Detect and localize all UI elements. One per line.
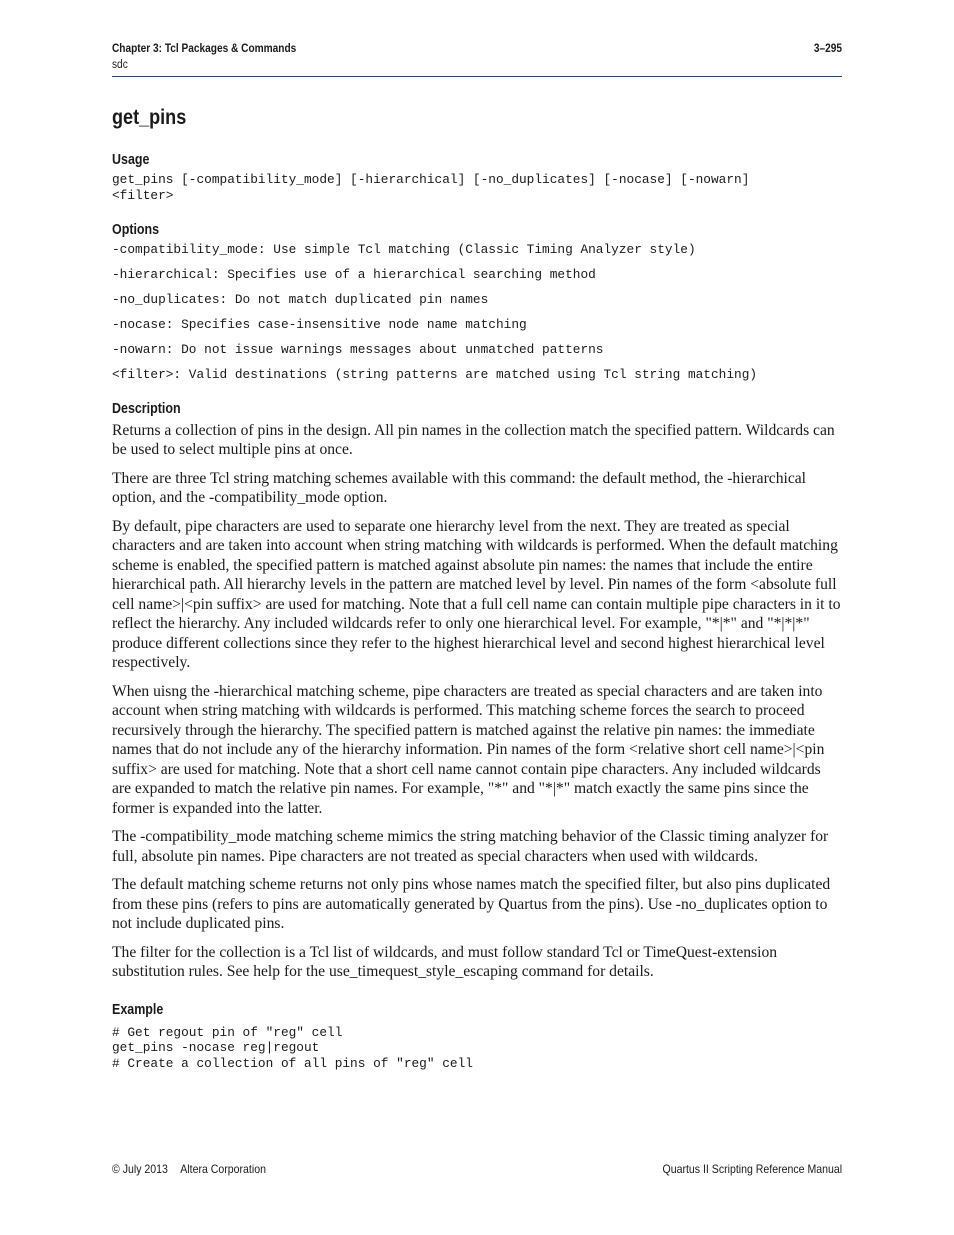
- option-item: <filter>: Valid destinations (string patterns are matched using Tcl string matching): [112, 367, 758, 383]
- footer-company: Altera Corporation: [180, 1162, 266, 1176]
- example-line: get_pins -nocase reg|regout: [112, 1040, 320, 1056]
- description-paragraph: The filter for the collection is a Tcl list of wildcards, and must follow standard Tcl or TimeQuest-extension substitution rules. See help for the use_timequest_style_escaping command for details.: [112, 943, 778, 981]
- description-paragraph: The default matching scheme returns not only pins whose names match the specified filter, but also pins duplicated from these pins (refers to pins are automatically generated by Quartus from the pins). Use -no_duplicates option to not include duplicated pins.: [112, 876, 831, 933]
- example-line: # Get regout pin of "reg" cell: [112, 1024, 343, 1040]
- header-section: sdc: [112, 59, 128, 71]
- header-page-number: 3–295: [813, 43, 842, 55]
- usage-line: <filter>: [112, 187, 174, 203]
- options-list: [112, 242, 842, 383]
- description-paragraph: Returns a collection of pins in the design. All pin names in the collection match the specified pattern. Wildcards can be used to select multiple pins at once.: [112, 421, 835, 459]
- page-content: [112, 104, 842, 1071]
- option-item: -nowarn: Do not issue warnings messages about unmatched patterns: [112, 342, 604, 358]
- footer-left: [112, 1162, 266, 1176]
- footer-date: © July 2013: [112, 1162, 168, 1176]
- usage-line: get_pins [-compatibility_mode] [-hierarchical] [-no_duplicates] [-nocase] [-nowarn]: [112, 172, 750, 187]
- header-rule: [112, 76, 842, 77]
- description-paragraph: The -compatibility_mode matching scheme mimics the string matching behavior of the Classic timing analyzer for full, absolute pin names. Pipe characters are not treated as special characters when used with wildcards.: [112, 828, 829, 865]
- usage-heading: Usage: [112, 152, 150, 168]
- usage-block: [112, 172, 842, 203]
- option-item: -nocase: Specifies case-insensitive node name matching: [112, 317, 527, 333]
- description-body: [112, 421, 842, 982]
- description-paragraph: There are three Tcl string matching schemes available with this command: the default method, the -hierarchical option, and the -compatibility_mode option.: [112, 469, 807, 507]
- option-item: -compatibility_mode: Use simple Tcl matching (Classic Timing Analyzer style): [112, 242, 696, 258]
- example-code: [112, 1025, 842, 1072]
- options-heading: Options: [112, 222, 160, 239]
- footer-manual-title: Quartus II Scripting Reference Manual: [662, 1162, 842, 1176]
- option-item: -hierarchical: Specifies use of a hierarchical searching method: [112, 267, 596, 283]
- description-paragraph: When uisng the -hierarchical matching scheme, pipe characters are treated as special characters and are taken into account when string matching with wildcards is performed. This matching scheme forces the search to proceed recursively through the hierarchy. The specified pattern is matched against the relative pin names: the immediate names that do not include any of the hierarchy information. Pin names of the form <relative short cell name>|<pin suffix> are used for matching. Note that a short cell name cannot contain pipe characters. Any included wildcards are expanded to match the relative pin names. For example, "*" and "*|*" match exactly the same pins since the former is expanded into the latter.: [112, 682, 825, 817]
- example-line: # Create a collection of all pins of "reg" cell: [112, 1055, 473, 1071]
- page-title: get_pins: [112, 106, 187, 129]
- option-item: -no_duplicates: Do not match duplicated pin names: [112, 292, 489, 308]
- example-heading: Example: [112, 1001, 164, 1018]
- header-chapter: Chapter 3: Tcl Packages & Commands: [112, 43, 297, 55]
- description-paragraph: By default, pipe characters are used to separate one hierarchy level from the next. They are treated as special characters and are taken into account when string matching with wildcards is performed. When the default matching scheme is enabled, the specified pattern is matched against absolute pin names: the names that include the entire hierarchical path. All hierarchy levels in the pattern are matched level by level. Pin names of the form <absolute full cell name>|<pin suffix> are used for matching. Note that a full cell name can contain multiple pipe characters in it to reflect the hierarchy. Any included wildcards refer to only one hierarchical level. For example, "*|*" and "*|*|*" produce different collections since they refer to the highest hierarchical level and second highest hierarchical level respectively.: [112, 517, 841, 672]
- description-heading: Description: [112, 400, 181, 417]
